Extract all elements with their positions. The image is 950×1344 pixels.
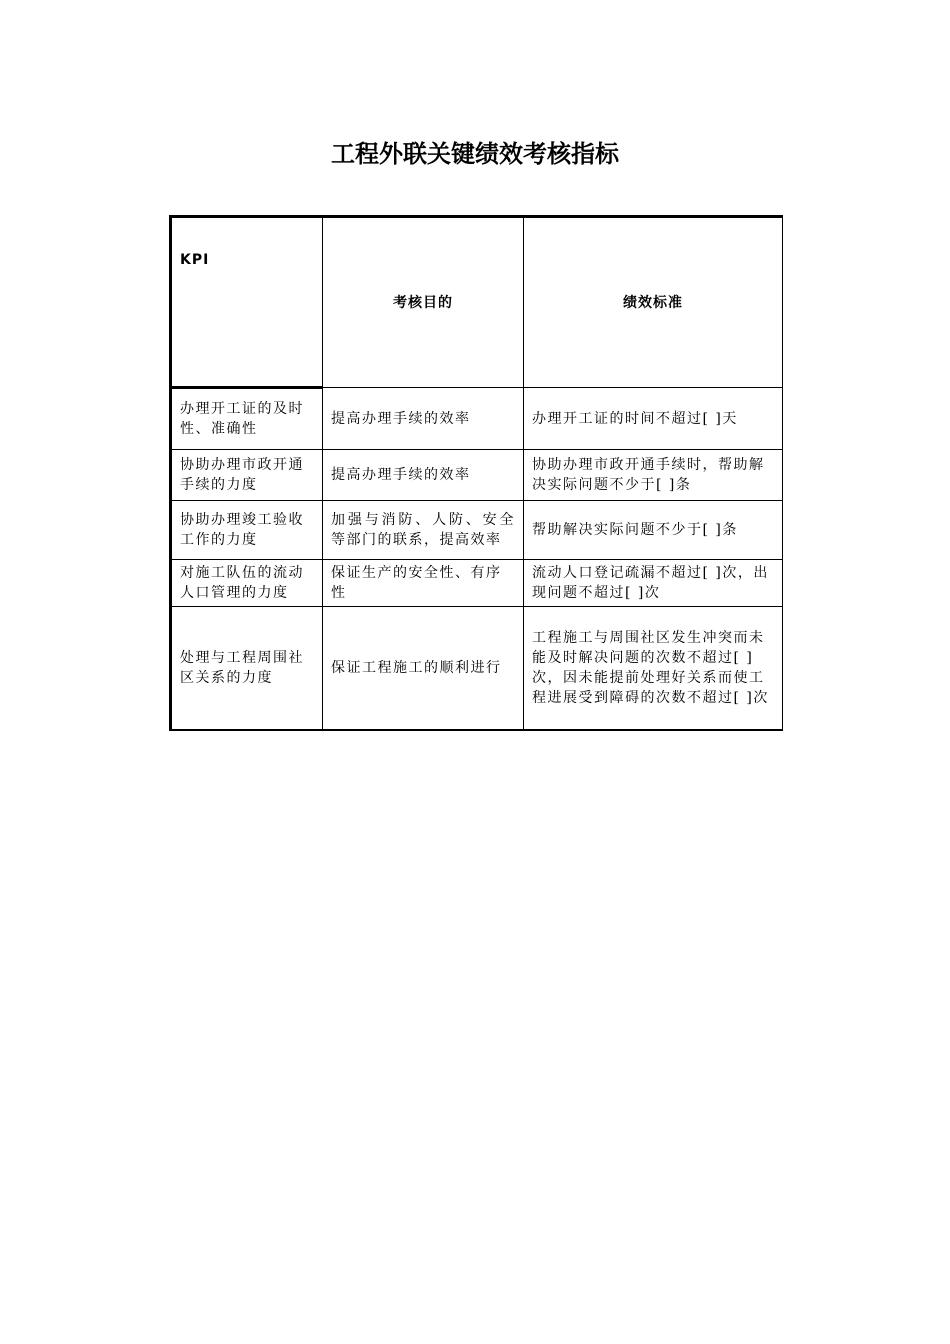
table-row [171, 450, 783, 501]
kpi-cell: 处理与工程周围社区关系的力度 [171, 607, 323, 731]
purpose-cell: 提高办理手续的效率 [323, 388, 524, 450]
table-row [171, 501, 783, 560]
table-row [171, 560, 783, 607]
header-purpose: 考核目的 [323, 217, 524, 388]
standard-cell: 办理开工证的时间不超过[ ]天 [524, 388, 783, 450]
standard-cell: 帮助解决实际问题不少于[ ]条 [524, 501, 783, 560]
kpi-cell: 对施工队伍的流动人口管理的力度 [171, 560, 323, 607]
purpose-cell: 保证工程施工的顺利进行 [323, 607, 524, 731]
document-title: 工程外联关键绩效考核指标 [331, 140, 619, 168]
standard-cell: 流动人口登记疏漏不超过[ ]次，出现问题不超过[ ]次 [524, 560, 783, 607]
table-header-row [171, 217, 783, 388]
standard-cell: 协助办理市政开通手续时，帮助解决实际问题不少于[ ]条 [524, 450, 783, 501]
purpose-cell: 加强与消防、人防、安全等部门的联系，提高效率 [323, 501, 524, 560]
purpose-cell: 提高办理手续的效率 [323, 450, 524, 501]
purpose-cell: 保证生产的安全性、有序性 [323, 560, 524, 607]
kpi-cell: 协助办理竣工验收工作的力度 [171, 501, 323, 560]
kpi-table [169, 215, 783, 731]
table-row [171, 607, 783, 731]
table-row [171, 388, 783, 450]
standard-cell: 工程施工与周围社区发生冲突而未能及时解决问题的次数不超过[ ]次，因未能提前处理好关系而使工程进展受到障碍的次数不超过[ ]次 [524, 607, 783, 731]
header-kpi: KPI [171, 217, 323, 388]
header-standard: 绩效标准 [524, 217, 783, 388]
kpi-cell: 协助办理市政开通手续的力度 [171, 450, 323, 501]
kpi-cell: 办理开工证的及时性、准确性 [171, 388, 323, 450]
